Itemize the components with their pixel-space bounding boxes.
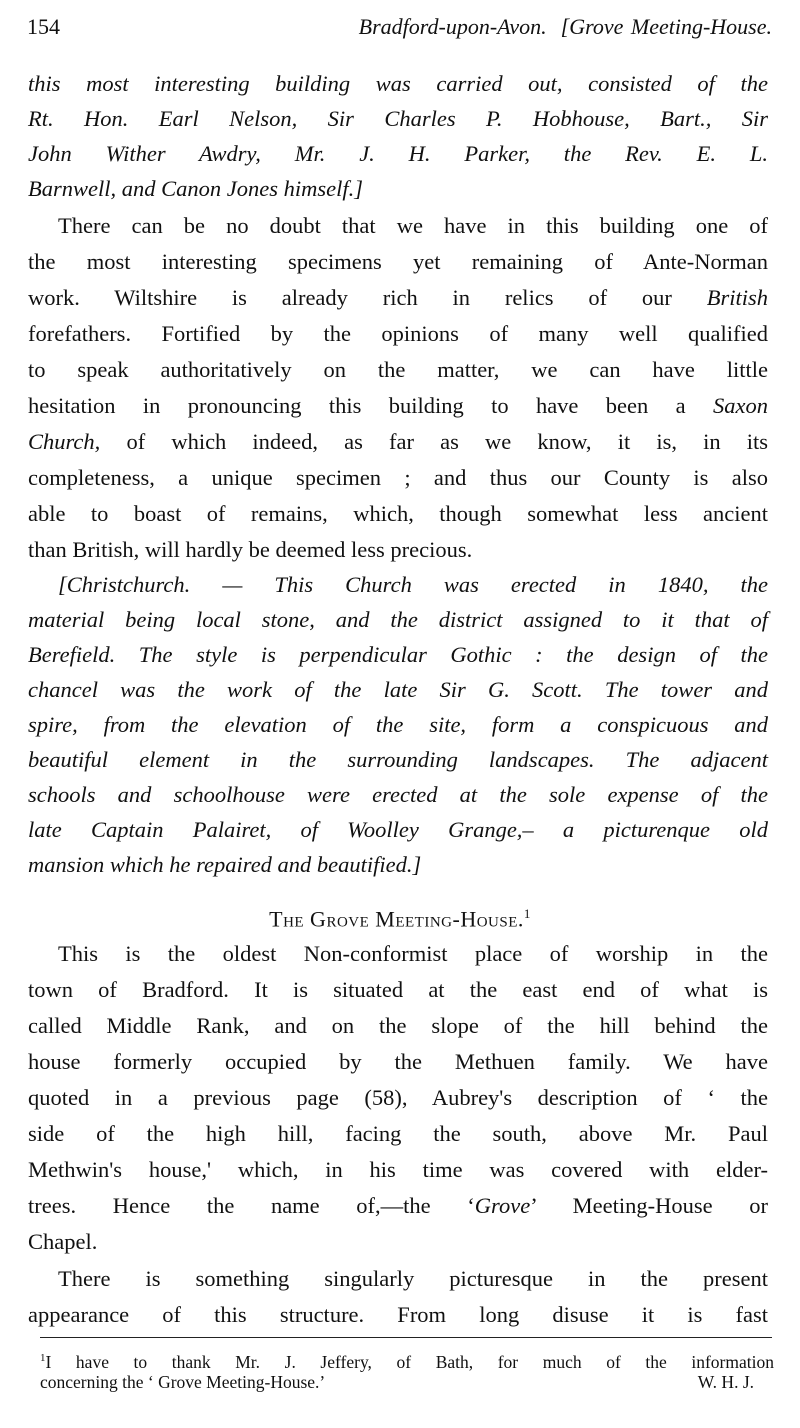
footnote-divider: [40, 1337, 772, 1338]
text-line: Methwin's house,' which, in his time was covered with elder-: [28, 1157, 768, 1182]
italic-word: Church,: [28, 429, 101, 454]
text-line: spire, from the elevation of the site, form a conspicuous and: [28, 712, 768, 737]
italic-word: Saxon: [713, 393, 768, 418]
footnote-text: concerning the ‘ Grove Meeting-House.’: [40, 1372, 326, 1392]
text-line: called Middle Rank, and on the slope of the hill behind the: [28, 1013, 768, 1038]
text-line: able to boast of remains, which, though somewhat less ancient: [28, 501, 768, 526]
text-line: town of Bradford. It is situated at the east end of what is: [28, 977, 768, 1002]
section-heading: [0, 906, 800, 932]
text-line: chancel was the work of the late Sir G. Scott. The tower and: [28, 677, 768, 702]
text-line: Barnwell, and Canon Jones himself.]: [28, 176, 363, 201]
text-line: completeness, a unique specimen ; and thus our County is also: [28, 465, 768, 490]
text-line: mansion which he repaired and beautified.]: [28, 852, 422, 877]
page-number: 154: [27, 14, 60, 39]
text-line: There is something singularly picturesque in the present: [58, 1266, 768, 1291]
running-title-section: [Grove Meeting-House.: [560, 14, 772, 39]
text-line: forefathers. Fortified by the opinions of many well qualified: [28, 321, 768, 346]
text-line: [Christchurch. — This Church was erected in 1840, the: [58, 572, 768, 597]
text-line: [28, 425, 768, 459]
page-header: [27, 12, 772, 46]
footnote-reference[interactable]: 1: [523, 906, 531, 921]
text-line: material being local stone, and the district assigned to it that of: [28, 607, 768, 632]
footnote-text: I have to thank Mr. J. Jeffery, of Bath, for much of the information: [45, 1351, 774, 1372]
running-title: [359, 14, 772, 40]
section-heading-text: The Grove Meeting-House.: [269, 906, 524, 932]
text-line: than British, will hardly be deemed less precious.: [28, 537, 473, 562]
text-line: Chapel.: [28, 1229, 98, 1254]
text-line: Berefield. The style is perpendicular Gothic : the design of the: [28, 642, 768, 667]
text-line: Rt. Hon. Earl Nelson, Sir Charles P. Hobhouse, Bart., Sir: [28, 106, 768, 131]
text-line: John Wither Awdry, Mr. J. H. Parker, the Rev. E. L.: [28, 141, 768, 166]
text-line: beautiful element in the surrounding landscapes. The adjacent: [28, 747, 768, 772]
text-line: There can be no doubt that we have in this building one of: [58, 213, 768, 238]
text-line: late Captain Palairet, of Woolley Grange,– a picturenque old: [28, 817, 768, 842]
text-line: [28, 1189, 768, 1223]
footnote-marker: 1: [40, 1352, 46, 1364]
text-span: trees. Hence the name of,—the ‘: [28, 1193, 475, 1218]
text-line: house formerly occupied by the Methuen family. We have: [28, 1049, 768, 1074]
text-line: [28, 281, 768, 315]
italic-word: Grove: [474, 1193, 531, 1218]
footnote-line: [40, 1370, 774, 1394]
text-span: work. Wiltshire is already rich in relics of our: [28, 285, 672, 310]
italic-word: British: [706, 285, 768, 310]
text-span: ’ Meeting-House or: [530, 1193, 769, 1218]
text-line: schools and schoolhouse were erected at the sole expense of the: [28, 782, 768, 807]
running-title-book: Bradford-upon-Avon.: [358, 14, 547, 39]
text-line: to speak authoritatively on the matter, we can have little: [28, 357, 768, 382]
footnote-signature: W. H. J.: [697, 1372, 754, 1392]
text-line: appearance of this structure. From long disuse it is fast: [28, 1302, 768, 1327]
text-line: quoted in a previous page (58), Aubrey's description of ‘ the: [28, 1085, 768, 1110]
text-line: the most interesting specimens yet remaining of Ante-Norman: [28, 249, 768, 274]
text-line: This is the oldest Non-conformist place of worship in the: [58, 941, 768, 966]
text-span: of which indeed, as far as we know, it is, in its: [126, 429, 768, 454]
text-line: this most interesting building was carried out, consisted of the: [28, 71, 768, 96]
text-line: [28, 389, 768, 423]
footnote-line: [40, 1346, 774, 1370]
text-span: hesitation in pronouncing this building to have been a: [28, 393, 686, 418]
text-line: side of the high hill, facing the south, above Mr. Paul: [28, 1121, 768, 1146]
